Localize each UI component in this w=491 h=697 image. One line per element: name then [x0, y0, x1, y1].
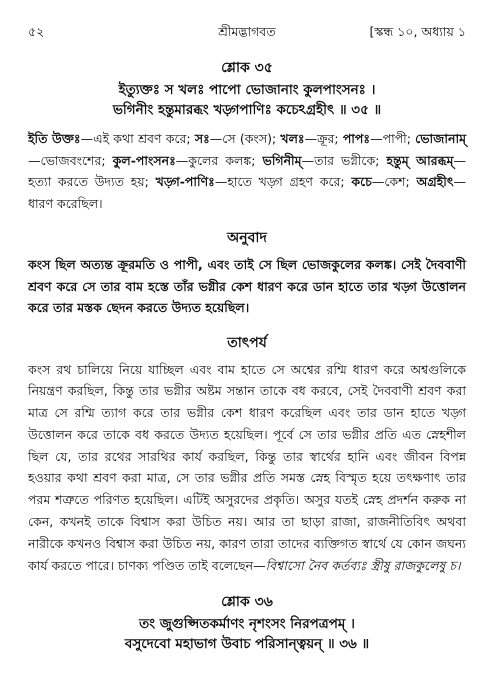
- purport-text: [28, 359, 466, 577]
- verse-36-heading: শ্লোক ৩৬: [221, 594, 273, 611]
- verse-line: তং জুগুপ্সিতকর্মাণং নৃশংসং নিরপত্রপম্ ।: [139, 616, 355, 633]
- synonym-meaning: —ভোজবংশের;: [28, 152, 113, 168]
- page-header: [28, 24, 466, 46]
- book-page: [28, 24, 466, 654]
- synonym-meaning: —এই কথা শ্রবণ করে;: [80, 131, 195, 146]
- synonym-term: সঃ: [194, 131, 210, 146]
- purport-body: কংস রথ চালিয়ে নিয়ে যাচ্ছিল এবং বাম হাতে সে অশ্বের রশ্মি ধারণ করে অশ্বগুলিকে নিয়ন্ত্রণ করছিল, কিন্তু তার ভগ্নীর অষ্টম সন্তান তাকে বধ করবে, সেই দৈববাণী শ্রবণ করা মাত্র সে রশ্মি ত্যাগ করে তার ভগ্নীর কেশ ধারণ করেছিল এবং তার ডান হাতে খড়্গ উত্তোলন করে তাকে বধ করতে উদ্যত হয়েছিল। পূর্বে সে তার ভগ্নীর প্রতি এত স্নেহশীল ছিল যে, তার রথের সারথির কার্য করছিল, কিন্তু তার স্বার্থের হানি এবং জীবন বিপন্ন হওয়ার কথা শ্রবণ করা মাত্র, সে তার ভগ্নীর প্রতি সমস্ত স্নেহ বিস্মৃত হয়ে তৎক্ষণাৎ তার পরম শত্রুতে পরিণত হয়েছিল। এটিই অসুরদের প্রকৃতি। অসুর যতই স্নেহ প্রদর্শন করুক না কেন, কখনই তাকে বিশ্বাস করা উচিত নয়। আর তা ছাড়া রাজা, রাজনীতিবিৎ অথবা নারীকে কখনও বিশ্বাস করা উচিত নয়, কারণ তারা তাদের ব্যক্তিগত স্বার্থে যে কোন জঘন্য কার্য করতে পারে। চাণক্য পণ্ডিত তাই বলেছেন—: [28, 361, 466, 573]
- synonym-meaning: —কুলের কলঙ্ক;: [175, 152, 263, 168]
- synonym-term: ভোজানাম্: [415, 131, 467, 146]
- page-number: ৫২: [28, 24, 45, 39]
- verse-36-text: [28, 614, 466, 654]
- synonym-meaning: —পাপী;: [370, 131, 416, 146]
- synonym-meaning: —কেশ;: [371, 174, 417, 189]
- synonym-meaning: —ক্রূর;: [304, 131, 343, 146]
- verse-line: ইত্যুক্তঃ স খলঃ পাপো ভোজানাং কুলপাংসনঃ ।: [118, 82, 376, 98]
- synonym-meaning: —তার ভগ্নীকে;: [301, 152, 387, 168]
- synonym-term: পাপঃ: [342, 131, 371, 146]
- synonym-term: খলঃ: [280, 131, 305, 146]
- synonym-term: হন্তুম্ আরব্ধম্: [386, 152, 454, 168]
- verse-35-text: [28, 80, 466, 120]
- synonym-meaning: —সে (কংস);: [209, 131, 281, 146]
- synonym-term: কচে: [351, 174, 372, 189]
- synonyms: [28, 128, 466, 214]
- synonym-term: ভগিনীম্: [262, 152, 302, 168]
- synonym-meaning: —ধারণ করেছিল।: [28, 174, 467, 211]
- purport-quote: বিশ্বাসো নৈব কর্তব্যঃ স্ত্রীষু রাজকুলেষু চ।: [265, 557, 461, 573]
- book-title: শ্রীমদ্ভাগবত: [218, 24, 276, 39]
- purport-heading: তাৎপর্য: [227, 334, 267, 351]
- translation-heading: অনুবাদ: [227, 230, 267, 246]
- verse-line: বসুদেবো মহাভাগ উবাচ পরিসান্ত্বয়ন্ ॥ ৩৬ ॥: [124, 636, 370, 653]
- chapter-reference: [স্কন্ধ ১০, অধ্যায় ১: [369, 24, 466, 39]
- synonym-meaning: —হত্যা করতে উদ্যত হয়;: [28, 152, 466, 189]
- synonym-term: ইতি উক্তঃ: [28, 131, 81, 146]
- synonym-term: অগ্রহীৎ: [416, 174, 454, 189]
- verse-35-heading: শ্লোক ৩৫: [221, 60, 273, 76]
- verse-line: ভগিনীং হন্তুমারব্ধং খড়্গপাণিঃ কচেঽগ্রহীৎ ॥ ৩৫ ॥: [112, 102, 382, 118]
- translation-text: কংস ছিল অত্যন্ত ক্রূরমতি ও পাপী, এবং তাই সে ছিল ভোজকুলের কলঙ্ক। সেই দৈববাণী শ্রবণ করে সে তার বাম হস্তে তাঁর ভগ্নীর কেশ ধারণ করে ডান হাতে তার খড়্গ উত্তোলন করে তার মস্তক ছেদন করতে উদ্যত হয়েছিল।: [28, 257, 466, 315]
- synonym-meaning: —হাতে খড়্গ গ্রহণ করে;: [214, 174, 352, 189]
- synonym-term: কুল-পাংসনঃ: [112, 152, 176, 168]
- synonym-term: খড়্গ-পাণিঃ: [155, 174, 215, 189]
